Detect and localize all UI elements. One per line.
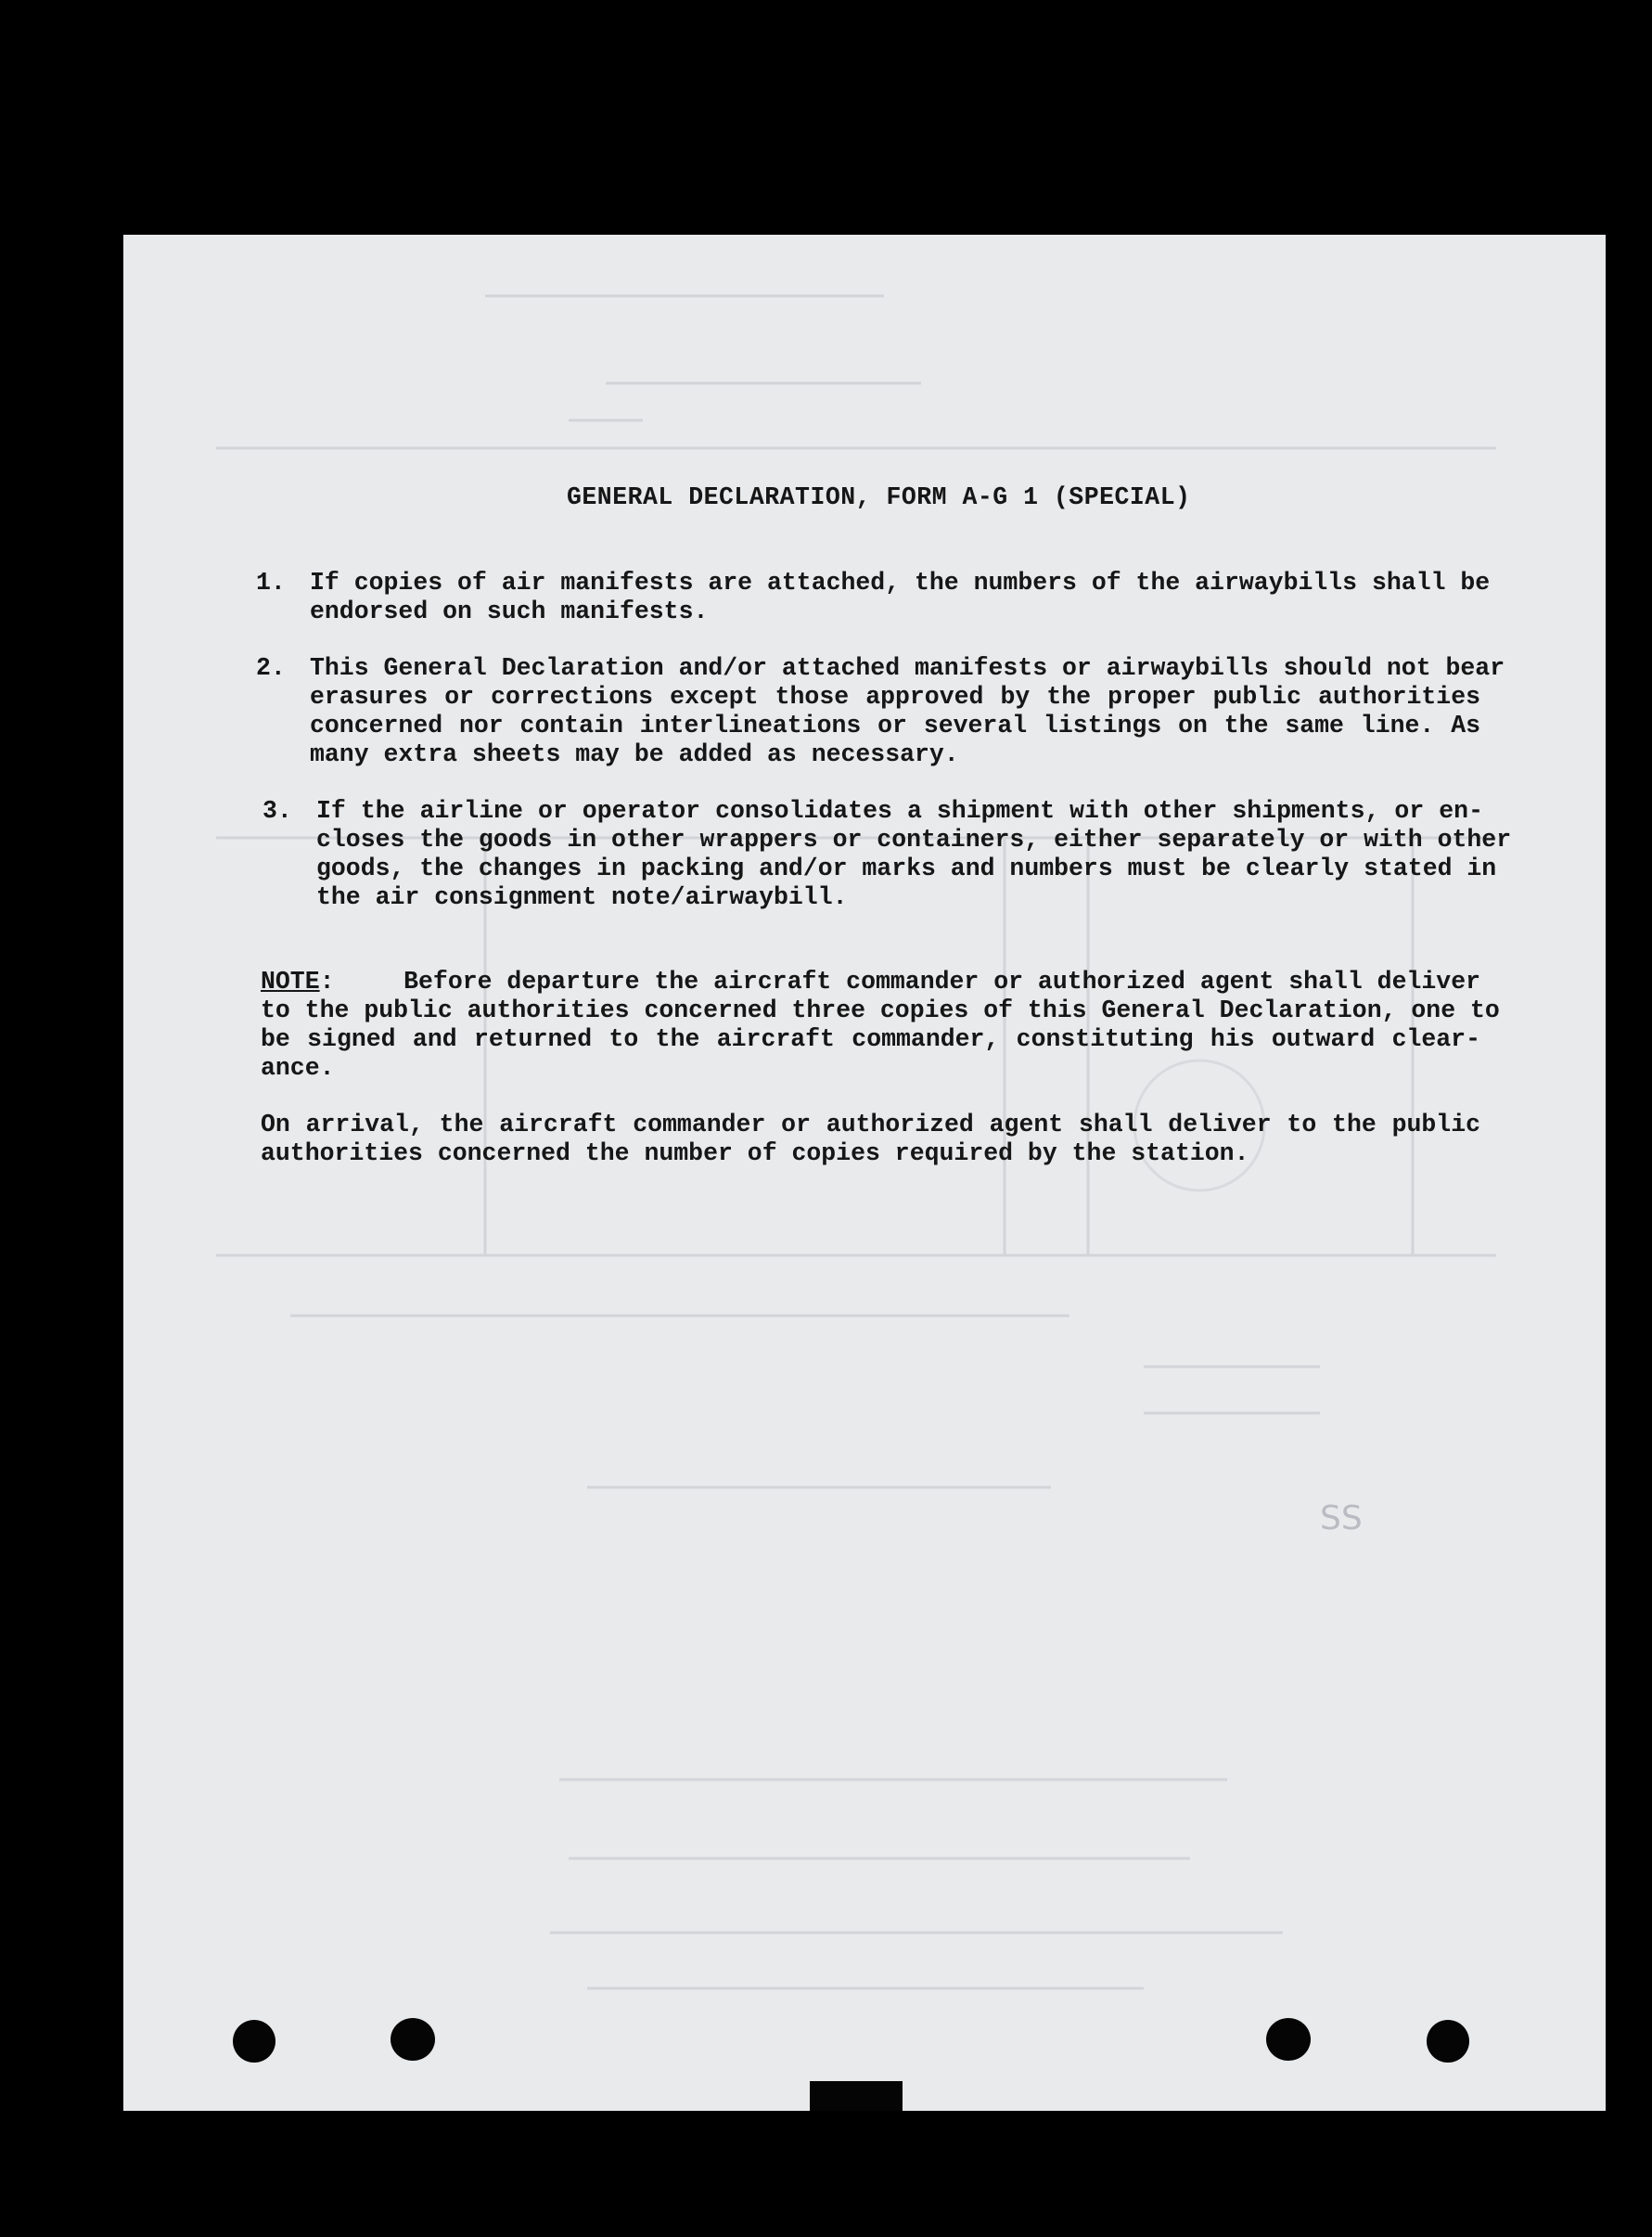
item-line: erasures or corrections except those approved by the proper public authorities: [310, 683, 1480, 711]
item-line: the air consignment note/airwaybill.: [316, 883, 848, 911]
item-number: 2.: [256, 654, 286, 682]
binding-tab: [810, 2081, 903, 2111]
item-line: goods, the changes in packing and/or marks and numbers must be clearly stated in: [316, 855, 1497, 882]
note-label: NOTE: [261, 968, 320, 996]
document-page: [123, 235, 1606, 2111]
note-line: Before departure the aircraft commander or authorized agent shall deliver: [403, 968, 1480, 996]
item-line: concerned nor contain interlineations or several listings on the same line. As: [310, 712, 1480, 739]
item-number: 3.: [263, 797, 292, 825]
item-line: This General Declaration and/or attached manifests or airwaybills should not bear: [310, 654, 1505, 682]
item-line: endorsed on such manifests.: [310, 598, 709, 625]
item-line: many extra sheets may be added as necessary.: [310, 740, 959, 768]
note-paragraph: [261, 968, 1500, 1083]
arrival-line: On arrival, the aircraft commander or authorized agent shall deliver to the public: [261, 1111, 1480, 1138]
document-title: GENERAL DECLARATION, FORM A-G 1 (SPECIAL): [567, 483, 1191, 511]
bleed-through-marks: [123, 235, 1606, 2111]
note-label-suffix: :: [319, 968, 335, 996]
arrival-line: authorities concerned the number of copies required by the station.: [261, 1139, 1249, 1167]
arrival-paragraph: [261, 1111, 1480, 1168]
item-line: If the airline or operator consolidates a shipment with other shipments, or en-: [316, 797, 1483, 825]
punch-hole: [233, 2020, 275, 2063]
item-line: If copies of air manifests are attached, the numbers of the airwaybills shall be: [310, 569, 1491, 597]
punch-hole: [1427, 2020, 1469, 2063]
item-number: 1.: [256, 569, 286, 597]
svg-text:SS: SS: [1320, 1499, 1363, 1537]
punch-hole: [1266, 2018, 1311, 2061]
note-line: ance.: [261, 1054, 335, 1082]
note-line: be signed and returned to the aircraft commander, constituting his outward clear-: [261, 1025, 1480, 1053]
item-line: closes the goods in other wrappers or containers, either separately or with other: [316, 826, 1512, 854]
note-line: to the public authorities concerned three copies of this General Declaration, one to: [261, 996, 1500, 1024]
punch-hole: [391, 2018, 435, 2061]
